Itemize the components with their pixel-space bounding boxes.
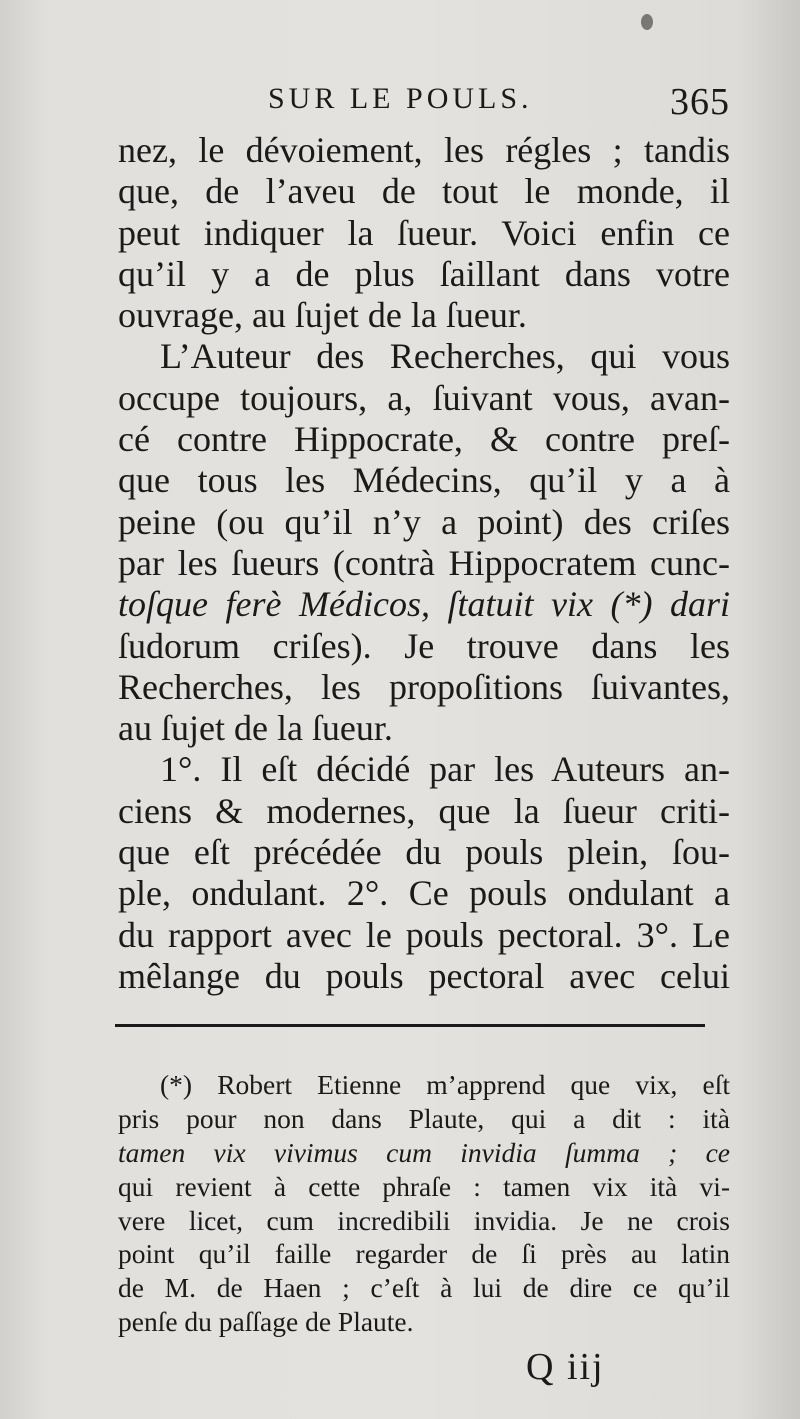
ink-spot (641, 14, 653, 30)
text-line: par les ſueurs (contrà Hippocratem cunc- (118, 542, 730, 583)
text-line: occupe toujours, a, ſuivant vous, avan- (118, 377, 730, 418)
footnote (118, 1068, 730, 1339)
text-line: cé contre Hippocrate, & contre preſ- (118, 419, 730, 460)
text-line: nez, le dévoiement, les régles ; tandis (118, 130, 730, 170)
footnote-rule (115, 1024, 705, 1027)
text-line: peut indiquer la ſueur. Voici enfin ce (118, 212, 730, 253)
footnote-line: (*) Robert Etienne m’apprend que vix, eſt (160, 1069, 730, 1100)
footnote-line: qui revient à cette phraſe : tamen vix ità vi- (118, 1170, 730, 1202)
text-line: mêlange du pouls pectoral avec celui (118, 955, 730, 996)
running-title: SUR LE POULS. (268, 82, 533, 115)
running-head (118, 80, 730, 124)
text-line: ſudorum criſes). Je trouve dans les (118, 625, 730, 666)
text-line: 1°. Il eſt décidé par les Auteurs an- (160, 749, 730, 790)
body-text (118, 130, 730, 997)
text-line: au ſujet de la ſueur. (118, 708, 393, 749)
text-line: peine (ou qu’il n’y a point) des criſes (118, 501, 730, 542)
text-line: ouvrage, au ſujet de la ſueur. (118, 295, 527, 336)
text-line: du rapport avec le pouls pectoral. 3°. Le (118, 914, 730, 955)
text-line: que tous les Médecins, qu’il y a à (118, 460, 730, 501)
footnote-line: pris pour non dans Plaute, qui a dit : ità (118, 1102, 730, 1134)
text-line: qu’il y a de plus ſaillant dans votre (118, 253, 730, 294)
footnote-line: de M. de Haen ; c’eſt à lui de dire ce qu’il (118, 1272, 730, 1304)
text-line: ple, ondulant. 2°. Ce pouls ondulant a (118, 873, 730, 914)
text-line: toſque ferè Médicos, ſtatuit vix (*) dari (118, 584, 730, 625)
text-line: ciens & modernes, que la ſueur criti- (118, 790, 730, 831)
footnote-line: tamen vix vivimus cum invidia ſumma ; ce (118, 1136, 730, 1168)
text-line: L’Auteur des Recherches, qui vous (160, 336, 730, 377)
page-number: 365 (670, 81, 730, 123)
footnote-line: vere licet, cum incredibili invidia. Je ne crois (118, 1204, 730, 1236)
footnote-line: point qu’il faille regarder de ſi près au latin (118, 1238, 730, 1270)
text-line: que, de l’aveu de tout le monde, il (118, 171, 730, 212)
text-line: que eſt précédée du pouls plein, ſou- (118, 832, 730, 873)
footnote-line: penſe du paſſage de Plaute. (118, 1306, 414, 1338)
signature-mark: Q iij (526, 1346, 605, 1388)
text-line: Recherches, les propoſitions ſuivantes, (118, 666, 730, 707)
